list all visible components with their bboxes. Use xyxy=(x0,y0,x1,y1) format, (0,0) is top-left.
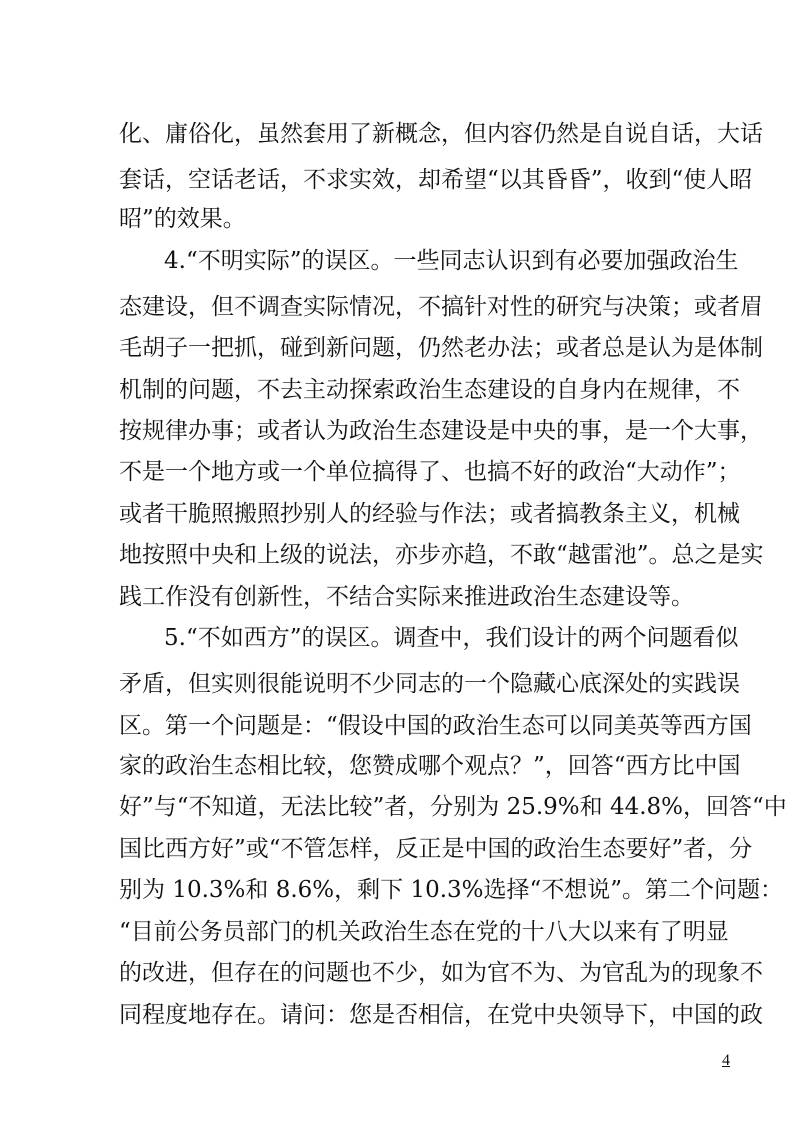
text-line: 践工作没有创新性，不结合实际来推进政治生态建设等。 xyxy=(119,584,694,610)
section-4-heading-line: 4.“不明实际”的误区。一些同志认识到有必要加强政治生 xyxy=(164,248,739,274)
text-line: 地按照中央和上级的说法，亦步亦趋，不敢“越雷池”。总之是实 xyxy=(119,542,764,568)
text-line: 态建设，但不调查实际情况，不搞针对性的研究与决策；或者眉 xyxy=(119,294,763,320)
text-line: 套话，空话老话，不求实效，却希望“以其昏昏”，收到“使人昭 xyxy=(119,167,753,193)
text-line: 国比西方好”或“不管怎样，反正是中国的政治生态要好”者，分 xyxy=(119,836,753,862)
text-line: 或者干脆照搬照抄别人的经验与作法；或者搞教条主义，机械 xyxy=(119,501,740,527)
text-line: 按规律办事；或者认为政治生态建设是中央的事，是一个大事， xyxy=(119,418,763,444)
text-line: 昭”的效果。 xyxy=(119,206,246,232)
text-line: 矛盾，但实则很能说明不少同志的一个隐藏心底深处的实践误 xyxy=(119,671,740,697)
text-line: 好”与“不知道，无法比较”者，分别为 25.9%和 44.8%，回答“中 xyxy=(119,794,787,820)
text-line: 机制的问题，不去主动探索政治生态建设的自身内在规律，不 xyxy=(119,377,740,403)
text-line: 不是一个地方或一个单位搞得了、也搞不好的政治“大动作”； xyxy=(119,459,741,485)
text-line: 别为 10.3%和 8.6%，剩下 10.3%选择“不想说”。第二个问题： xyxy=(119,877,784,903)
text-line: 区。第一个问题是：“假设中国的政治生态可以同美英等西方国 xyxy=(119,713,752,739)
text-line: 家的政治生态相比较，您赞成哪个观点？”，回答“西方比中国 xyxy=(119,753,741,779)
text-line: “目前公务员部门的机关政治生态在党的十八大以来有了明显 xyxy=(119,919,729,945)
text-line: 化、庸俗化，虽然套用了新概念，但内容仍然是自说自话，大话 xyxy=(119,121,763,147)
page-number: 4 xyxy=(722,1052,730,1069)
text-line: 毛胡子一把抓，碰到新问题，仍然老办法；或者总是认为是体制 xyxy=(119,335,763,361)
text-line: 的改进，但存在的问题也不少，如为官不为、为官乱为的现象不 xyxy=(119,960,763,986)
section-5-heading-line: 5.“不如西方”的误区。调查中，我们设计的两个问题看似 xyxy=(164,625,739,651)
text-line: 同程度地存在。请问：您是否相信，在党中央领导下，中国的政 xyxy=(119,1002,763,1028)
